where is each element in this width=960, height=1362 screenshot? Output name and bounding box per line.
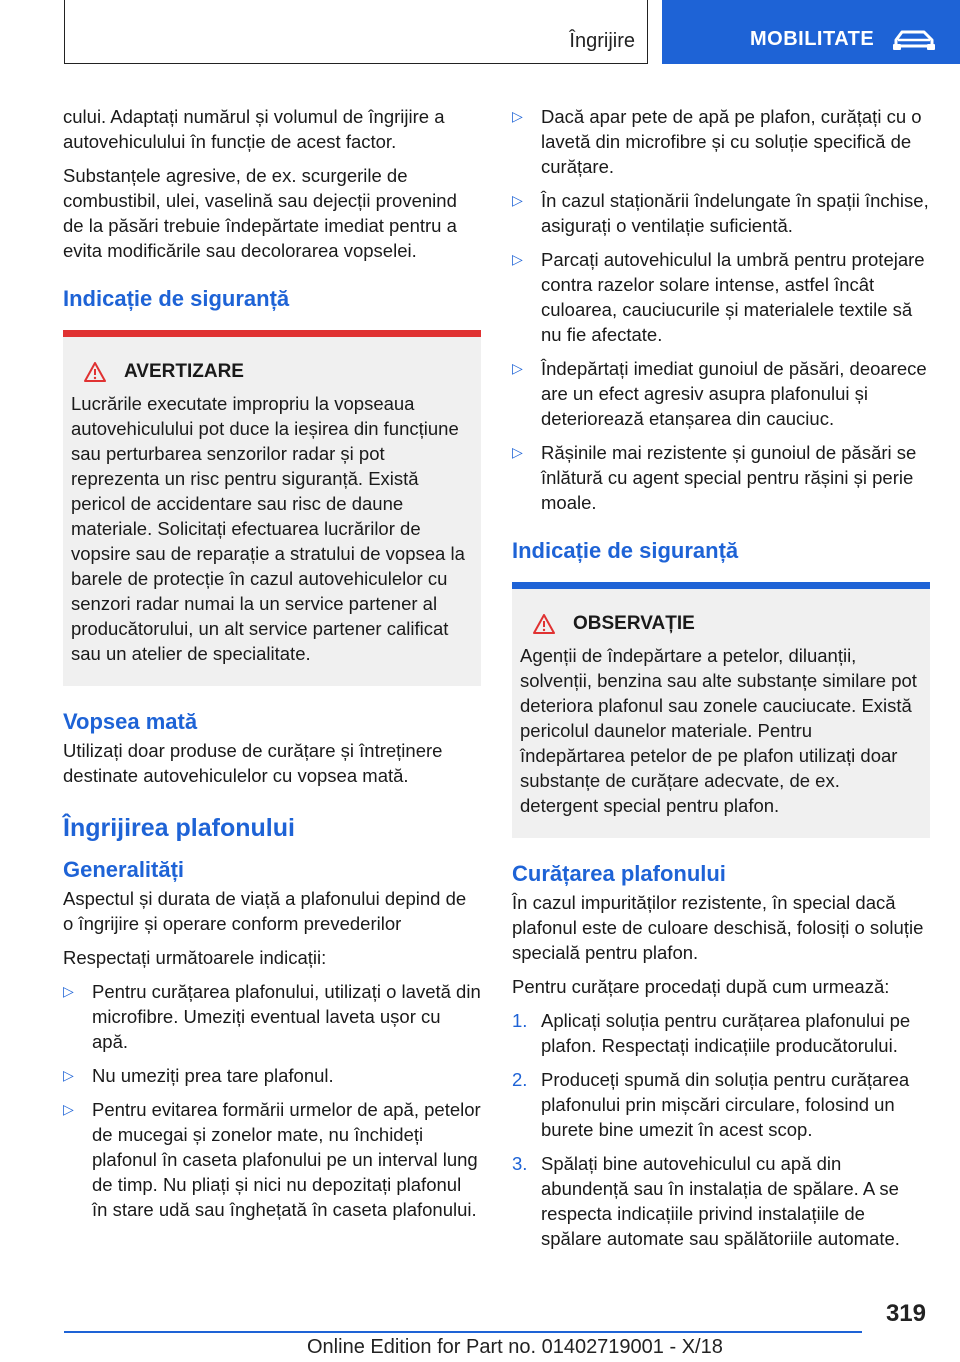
heading-general: Generalități (63, 857, 185, 882)
triangle-bullet-icon: ▷ (63, 1101, 74, 1117)
warning-triangle-icon (84, 362, 106, 382)
warning-triangle-icon (533, 614, 555, 634)
heading-roof-care: Îngrijirea plafonului (63, 814, 295, 842)
paragraph: cului. Adaptați numărul și volumul de îngrijire a autovehiculului în funcție de acest factor. (63, 106, 445, 152)
left-column (63, 104, 481, 1231)
section-title: Îngrijire (569, 30, 635, 52)
page-number: 319 (885, 1300, 926, 1327)
step-number: 3. (512, 1153, 528, 1174)
triangle-bullet-icon: ▷ (512, 360, 523, 376)
triangle-bullet-icon: ▷ (512, 251, 523, 267)
numbered-list (512, 1008, 930, 1251)
list-item: ▷ Nu umeziți prea tare plafonul. (63, 1065, 334, 1086)
paragraph: Substanțele agresive, de ex. scurgerile de combustibil, ulei, vaselină sau dejecții provenind de la păsări trebuie îndepărtate imediat pentru a evita modificările sau decolorarea vopselei. (63, 165, 457, 261)
list-item: ▷ Parcați autovehiculul la umbră pentru protejare contra razelor solare intense, astfel încât culoarea, cauciucurile și materialele textile să nu fie afectate. (512, 249, 925, 345)
notice-title: OBSERVAȚIE (573, 613, 695, 634)
triangle-bullet-icon: ▷ (63, 1067, 74, 1083)
right-column (512, 104, 930, 1260)
list-item: ▷ Pentru curățarea plafonului, utilizați o lavetă din microfibre. Umeziți eventual laveta ușor cu apă. (63, 981, 481, 1052)
heading-safety: Indicație de siguranță (512, 538, 739, 563)
list-item: 2. Produceți spumă din soluția pentru curățarea plafonului prin mișcări circulare, folosind un burete bine umezit în acest scop. (512, 1069, 910, 1140)
footer-edition: Online Edition for Part no. 01402719001 - X/18 (307, 1336, 723, 1358)
triangle-bullet-icon: ▷ (512, 108, 523, 124)
heading-matte: Vopsea mată (63, 709, 198, 734)
heading-roof-cleaning: Curățarea plafonului (512, 861, 726, 886)
bullet-list (63, 979, 481, 1222)
list-item: ▷ În cazul staționării îndelungate în spații închise, asigurați o ventilație suficientă. (512, 190, 929, 236)
car-icon (890, 28, 938, 52)
warning-title: AVERTIZARE (124, 361, 244, 382)
paragraph: Pentru curățare procedați după cum urmează: (512, 976, 890, 997)
triangle-bullet-icon: ▷ (512, 444, 523, 460)
heading-safety: Indicație de siguranță (63, 286, 290, 311)
footer-divider (64, 1331, 862, 1333)
list-item: 1. Aplicați soluția pentru curățarea plafonului pe plafon. Respectați indicațiile producătorului. (512, 1010, 911, 1056)
paragraph: Utilizați doar produse de curățare și întreținere destinate autovehiculelor cu vopsea mată. (63, 740, 443, 786)
header-section (64, 0, 648, 64)
list-item: 3. Spălați bine autovehiculul cu apă din abundență sau în instalația de spălare. A se respecta indicațiile privind instalațiile de spălare automate sau spălătoriile automate. (512, 1153, 900, 1249)
warning-text: Lucrările executate impropriu la vopseaua autovehiculului pot duce la ieșirea din funcțiune sau perturbarea senzorilor radar și pot reprezenta un risc pentru siguranță. Există pericol de accidentare sau risc de daune materiale. Solicitați efectuarea lucrărilor de vopsire sau de reparație a stratului de vopsea la barele de protecție în cazul autovehiculelor cu senzori radar numai la un service partener al producătorului, un alt service partener calificat sau un atelier de specialitate. (71, 393, 465, 664)
triangle-bullet-icon: ▷ (63, 983, 74, 999)
paragraph: Aspectul și durata de viață a plafonului depind de o îngrijire și operare conform prevederilor (63, 888, 467, 934)
tab-label: MOBILITATE (750, 28, 875, 50)
notice-box (512, 582, 930, 838)
paragraph: În cazul impurităților rezistente, în special dacă plafonul este de culoare deschisă, folosiți o soluție specială pentru plafon. (512, 892, 924, 963)
list-item: ▷ Îndepărtați imediat gunoiul de păsări, deoarece are un efect agresiv asupra plafonului și deteriorează etanșarea din cauciuc. (512, 358, 927, 429)
triangle-bullet-icon: ▷ (512, 192, 523, 208)
step-number: 2. (512, 1069, 528, 1090)
list-item: ▷ Pentru evitarea formării urmelor de apă, petelor de mucegai și zonelor mate, nu închideți plafonul în caseta plafonului pe un interval lung de timp. Nu pliați și nici nu depozitați plafonul în stare udă sau înghețată în caseta plafonului. (63, 1099, 481, 1220)
header-tab-mobilitate[interactable] (662, 0, 960, 64)
warning-box (63, 330, 481, 686)
list-item: ▷ Dacă apar pete de apă pe plafon, curățați cu o lavetă din microfibre și cu soluție specifică de curățare. (512, 106, 922, 177)
bullet-list (512, 104, 930, 515)
list-item: ▷ Rășinile mai rezistente și gunoiul de păsări se înlătură cu agent special pentru rășini și perie moale. (512, 442, 917, 513)
notice-text: Agenții de îndepărtare a petelor, diluanții, solvenții, benzina sau alte substanțe similare pot deteriora plafonul sau zonele cauciucate. Există pericolul daunelor materiale. Pentru îndepărtarea petelor de pe plafon utilizați doar substanțe de curățare adecvate, de ex. detergent special pentru plafon. (520, 645, 917, 816)
paragraph: Respectați următoarele indicații: (63, 947, 327, 968)
step-number: 1. (512, 1010, 528, 1031)
